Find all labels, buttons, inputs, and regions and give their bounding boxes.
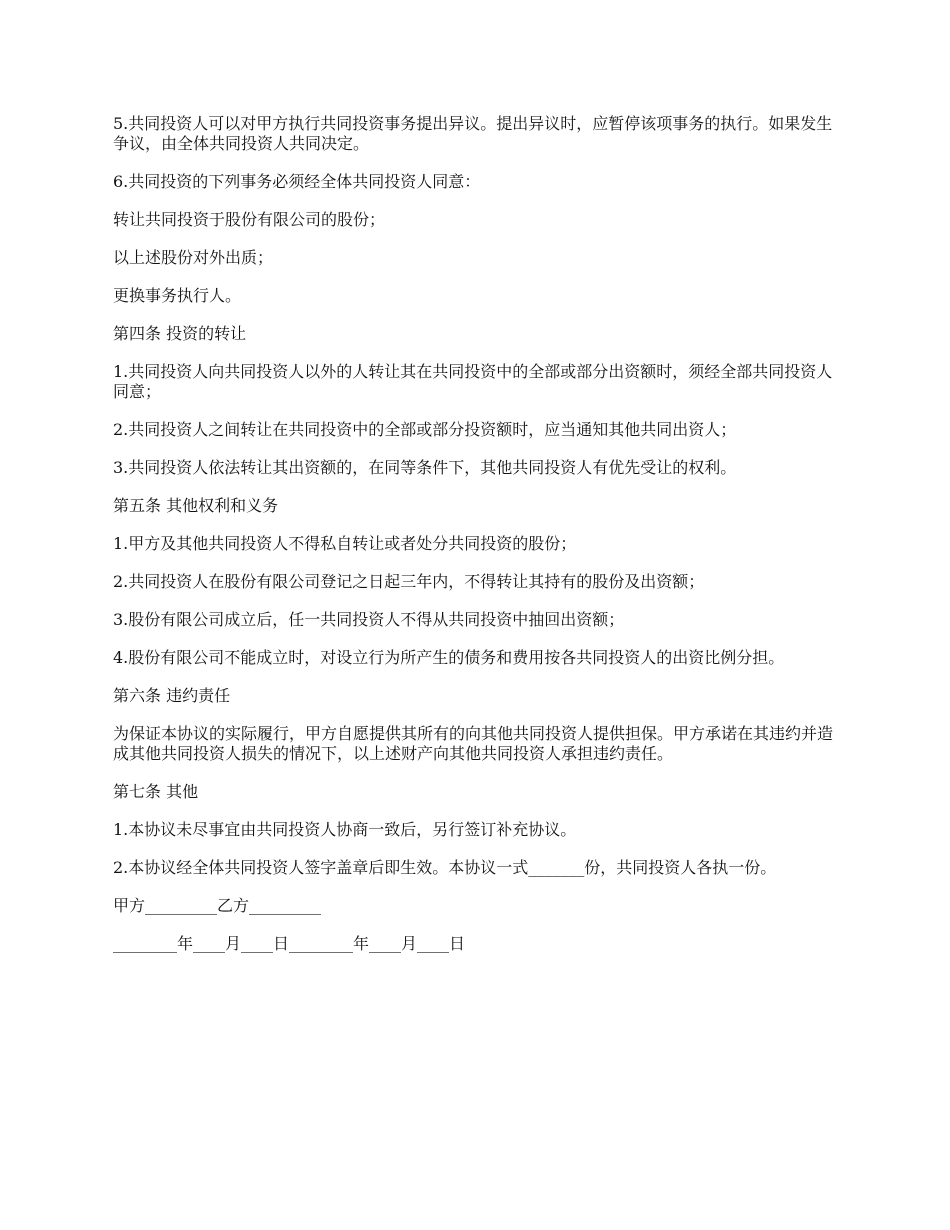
clause-5-objection: 5.共同投资人可以对甲方执行共同投资事务提出异议。提出异议时，应暂停该项事务的执行。如果发生争议，由全体共同投资人共同决定。 — [113, 114, 833, 153]
clause-6-consent-intro: 6.共同投资的下列事务必须经全体共同投资人同意： — [113, 172, 481, 191]
article-7-heading: 第七条 其他 — [113, 782, 199, 801]
article-6-heading: 第六条 违约责任 — [113, 686, 231, 705]
article-5-heading: 第五条 其他权利和义务 — [113, 496, 279, 515]
article-7-item-2: 2.本协议经全体共同投资人签字盖章后即生效。本协议一式_______份，共同投资人各执一份。 — [113, 858, 777, 877]
article-4-item-3: 3.共同投资人依法转让其出资额的，在同等条件下，其他共同投资人有优先受让的权利。 — [113, 458, 737, 477]
article-6-body: 为保证本协议的实际履行，甲方自愿提供其所有的向其他共同投资人提供担保。甲方承诺在其违约并造成其他共同投资人损失的情况下，以上述财产向其他共同投资人承担违约责任。 — [113, 724, 834, 763]
article-5-item-3: 3.股份有限公司成立后，任一共同投资人不得从共同投资中抽回出资额； — [113, 610, 625, 629]
consent-item-transfer: 转让共同投资于股份有限公司的股份； — [113, 210, 386, 229]
article-7-item-1: 1.本协议未尽事宜由共同投资人协商一致后，另行签订补充协议。 — [113, 820, 577, 839]
article-5-item-2: 2.共同投资人在股份有限公司登记之日起三年内，不得转让其持有的股份及出资额； — [113, 572, 705, 591]
article-4-item-2: 2.共同投资人之间转让在共同投资中的全部或部分投资额时，应当通知其他共同出资人； — [113, 420, 737, 439]
article-4-item-1: 1.共同投资人向共同投资人以外的人转让其在共同投资中的全部或部分出资额时，须经全部共同投资人同意； — [113, 362, 833, 401]
consent-item-executor: 更换事务执行人。 — [113, 286, 242, 305]
article-5-item-4: 4.股份有限公司不能成立时，对设立行为所产生的债务和费用按各共同投资人的出资比例分担。 — [113, 648, 785, 667]
article-5-item-1: 1.甲方及其他共同投资人不得私自转让或者处分共同投资的股份； — [113, 534, 577, 553]
consent-item-pledge: 以上述股份对外出质； — [113, 248, 274, 267]
date-line: ________年____月____日________年____月____日 — [113, 934, 466, 953]
article-4-heading: 第四条 投资的转让 — [113, 324, 247, 343]
document-body — [113, 114, 841, 972]
signature-line: 甲方_________乙方_________ — [113, 896, 322, 915]
